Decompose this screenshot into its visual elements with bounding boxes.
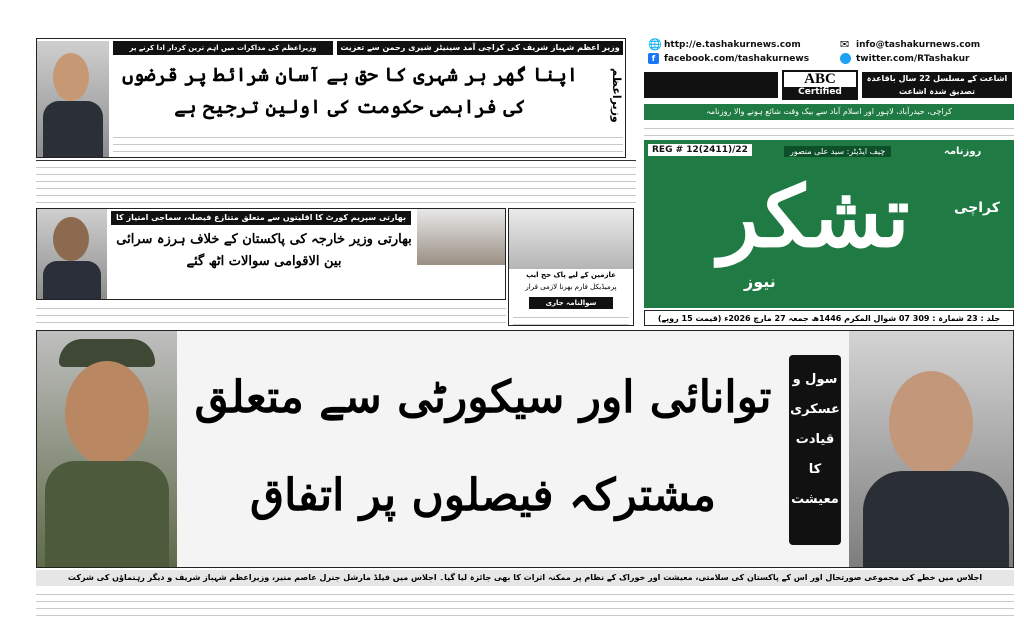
portrait-face	[65, 361, 149, 465]
masthead-cities: کراچی، حیدرآباد، لاہور اور اسلام آباد سے بیک وقت شائع ہونے والا روزنامہ	[644, 104, 1014, 120]
twitter-icon	[840, 53, 851, 64]
masthead-tagline-left	[644, 72, 778, 98]
army-chief-photo	[37, 331, 177, 567]
masthead-tagline: اشاعت کے مسلسل 22 سال باقاعدہ تصدیق شدہ اشاعت	[862, 72, 1012, 98]
ad-line-2: پرمیڈیکل فارم بھرنا لازمی قرار	[525, 283, 617, 291]
website-link[interactable]: http://e.tashakurnews.com	[664, 40, 801, 50]
president-photo	[849, 331, 1013, 567]
reg-number: REG # 12(2411)/22	[648, 144, 752, 156]
newspaper-name: تشکر	[718, 167, 910, 266]
masthead-notes	[644, 122, 1014, 136]
portrait-face	[53, 53, 89, 101]
abc-top: ABC	[804, 71, 836, 87]
main-kicker-box: سول و عسکری قیادت کا معیشت	[789, 355, 841, 545]
portrait-suit	[43, 261, 101, 299]
globe-icon: 🌐	[648, 38, 662, 51]
ad-body	[513, 311, 629, 325]
second-story-headline: بھارتی وزیر خارجہ کی پاکستان کے خلاف ہرزہ سرائی بین الاقوامی سوالات اٹھ گئے	[116, 232, 412, 269]
nameplate	[644, 140, 1014, 308]
founder-label: چیف ایڈیٹر: سید علی منصور	[784, 146, 891, 157]
portrait-suit	[863, 471, 1009, 567]
portrait-suit	[43, 101, 103, 157]
email-icon: ✉	[840, 38, 850, 51]
top-story-label: وزیراعظم	[610, 68, 623, 123]
newspaper-city: کراچی	[954, 200, 1000, 216]
top-story-headline: اپنا گھر ہر شہری کا حق ہے آسان شرائط پر قرضوں کی فراہمی حکومت کی اولین ترجیح ہے	[122, 64, 578, 118]
hajj-app-ad	[508, 208, 634, 326]
issue-line: جلد : 23 شمارہ : 309 07 شوال المکرم 1446ھ جمعہ 27 مارچ 2026ء (قیمت 15 روپے)	[644, 310, 1014, 326]
facebook-icon: f	[648, 53, 659, 64]
portrait-face	[53, 217, 89, 261]
main-headline: توانائی اور سیکورٹی سے متعلق مشترکہ فیصلوں پر اتفاق	[194, 372, 772, 521]
army-uniform	[45, 461, 169, 567]
ad-line-1: عازمین کے لیے پاک حج ایپ	[526, 271, 616, 279]
ad-line-3: سوالنامہ جاری	[529, 297, 613, 309]
prime-minister-photo	[37, 41, 109, 157]
top-story-kicker-2: وزیراعظم کی مذاکرات میں اہم ترین کردار ادا کرنے پر	[113, 41, 333, 55]
email-link[interactable]: info@tashakurnews.com	[856, 40, 981, 50]
masthead-tagline-bar	[644, 68, 1014, 102]
pilgrim-photo	[509, 209, 633, 269]
daily-label: روزنامہ	[944, 146, 982, 157]
supreme-court-photo	[417, 209, 505, 265]
abc-certified-badge	[782, 70, 858, 100]
top-story-kicker: وزیر اعظم شہباز شریف کی کراچی آمد سینیٹر شیری رحمن سے تعزیت	[337, 41, 623, 55]
contact-bar	[640, 38, 1014, 68]
main-story	[36, 330, 1014, 568]
portrait-face	[889, 371, 973, 475]
abc-bottom: Certified	[784, 87, 856, 98]
facebook-link[interactable]: facebook.com/tashakurnews	[664, 54, 810, 64]
newspaper-news: نیوز	[744, 272, 776, 291]
news-columns-strip	[36, 160, 636, 207]
main-lead: اجلاس میں خطے کی مجموعی صورتحال اور اس کے پاکستان کی سلامتی، معیشت اور خوراک کے نظام پر ممکنہ اثرات کا بھی جائزہ لیا گیا۔ اجلاس میں فیلڈ مارشل جنرل عاصم منیر، وزیراعظم شہباز شریف و دیگر رہنماؤں کی شرکت	[36, 570, 1014, 586]
second-story-body	[36, 302, 506, 326]
foreign-minister-photo	[37, 209, 107, 299]
top-story	[36, 38, 626, 158]
second-story	[36, 208, 506, 300]
second-story-kicker: بھارتی سپریم کورٹ کا اقلیتوں سے متعلق متنازع فیصلہ، سماجی امتیاز کا	[111, 211, 411, 225]
main-body	[36, 588, 1014, 618]
top-story-body	[113, 131, 623, 155]
twitter-link[interactable]: twitter.com/RTashakur	[856, 54, 970, 64]
